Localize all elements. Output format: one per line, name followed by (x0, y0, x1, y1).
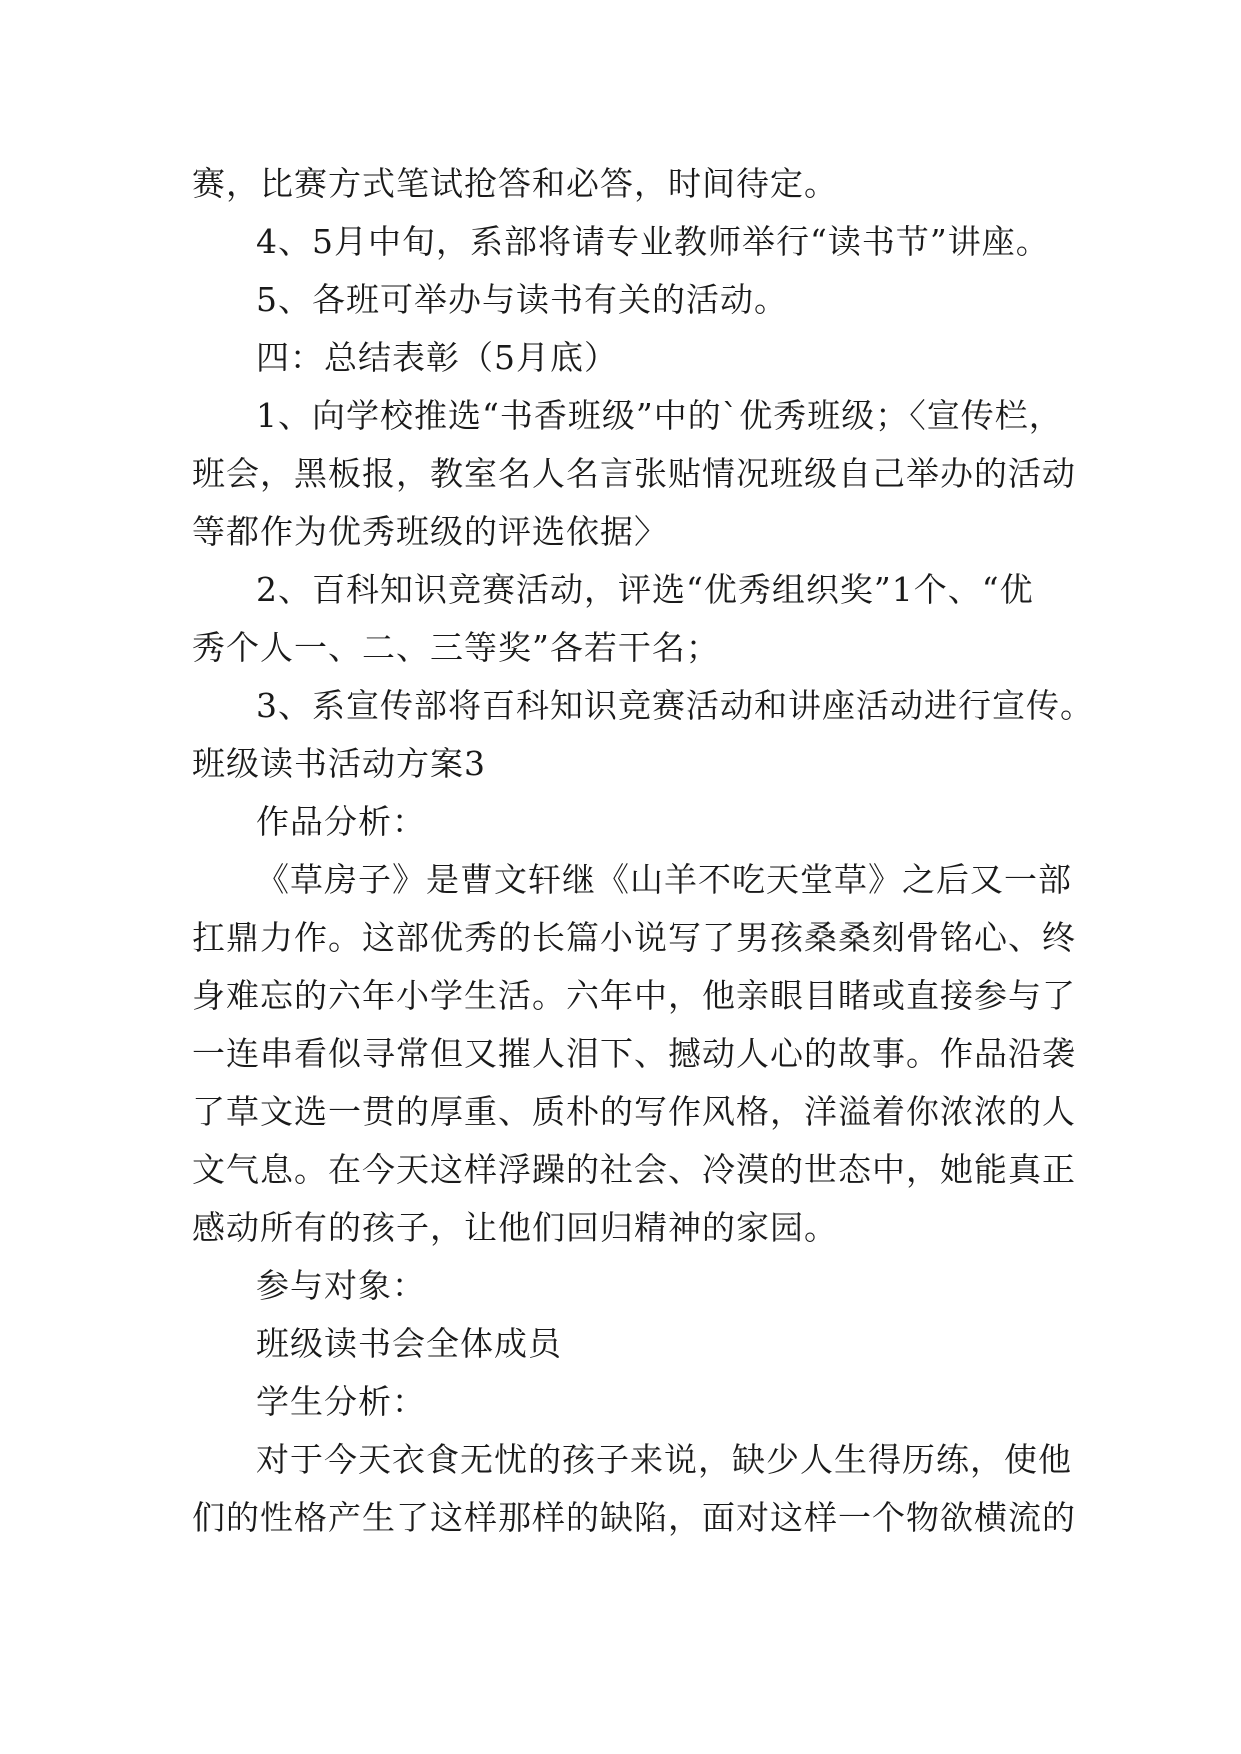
document-body (192, 155, 1092, 1547)
text-line: 一连串看似寻常但又摧人泪下、撼动人心的故事。作品沿袭 (192, 1034, 1076, 1073)
text-line: 文气息。在今天这样浮躁的社会、冷漠的世态中，她能真正 (192, 1150, 1076, 1189)
text-line: 4、5月中旬，系部将请专业教师举行“读书节”讲座。 (256, 222, 1050, 261)
section-heading: 参与对象： (256, 1266, 426, 1305)
text-line: 等都作为优秀班级的评选依据〉 (192, 512, 668, 551)
section-heading: 学生分析： (256, 1382, 426, 1421)
text-line: 赛，比赛方式笔试抢答和必答，时间待定。 (192, 164, 838, 203)
text-line: 扛鼎力作。这部优秀的长篇小说写了男孩桑桑刻骨铭心、终 (192, 918, 1076, 957)
text-line: 班会，黑板报，教室名人名言张贴情况班级自己举办的活动 (192, 454, 1076, 493)
text-line: 3、系宣传部将百科知识竞赛活动和讲座活动进行宣传。 (256, 686, 1094, 725)
text-line: 了草文选一贯的厚重、质朴的写作风格，洋溢着你浓浓的人 (192, 1092, 1076, 1131)
text-line: 班级读书会全体成员 (256, 1324, 562, 1363)
text-line: 感动所有的孩子，让他们回归精神的家园。 (192, 1208, 838, 1247)
text-line: 5、各班可举办与读书有关的活动。 (256, 280, 788, 319)
text-line: 1、向学校推选“书香班级”中的`优秀班级；〈宣传栏， (256, 396, 1063, 435)
text-line: 们的性格产生了这样那样的缺陷，面对这样一个物欲横流的 (192, 1498, 1076, 1537)
section-title: 班级读书活动方案3 (192, 744, 486, 783)
text-line: 2、百科知识竞赛活动，评选“优秀组织奖”1个、“优 (256, 570, 1034, 609)
text-line: 秀个人一、二、三等奖”各若干名； (192, 628, 720, 667)
section-heading: 作品分析： (256, 802, 426, 841)
section-heading: 四：总结表彰（5月底） (256, 338, 618, 377)
text-line: 《草房子》是曹文轩继《山羊不吃天堂草》之后又一部 (256, 860, 1072, 899)
text-line: 对于今天衣食无忧的孩子来说，缺少人生得历练，使他 (256, 1440, 1072, 1479)
text-line: 身难忘的六年小学生活。六年中，他亲眼目睹或直接参与了 (192, 976, 1076, 1015)
